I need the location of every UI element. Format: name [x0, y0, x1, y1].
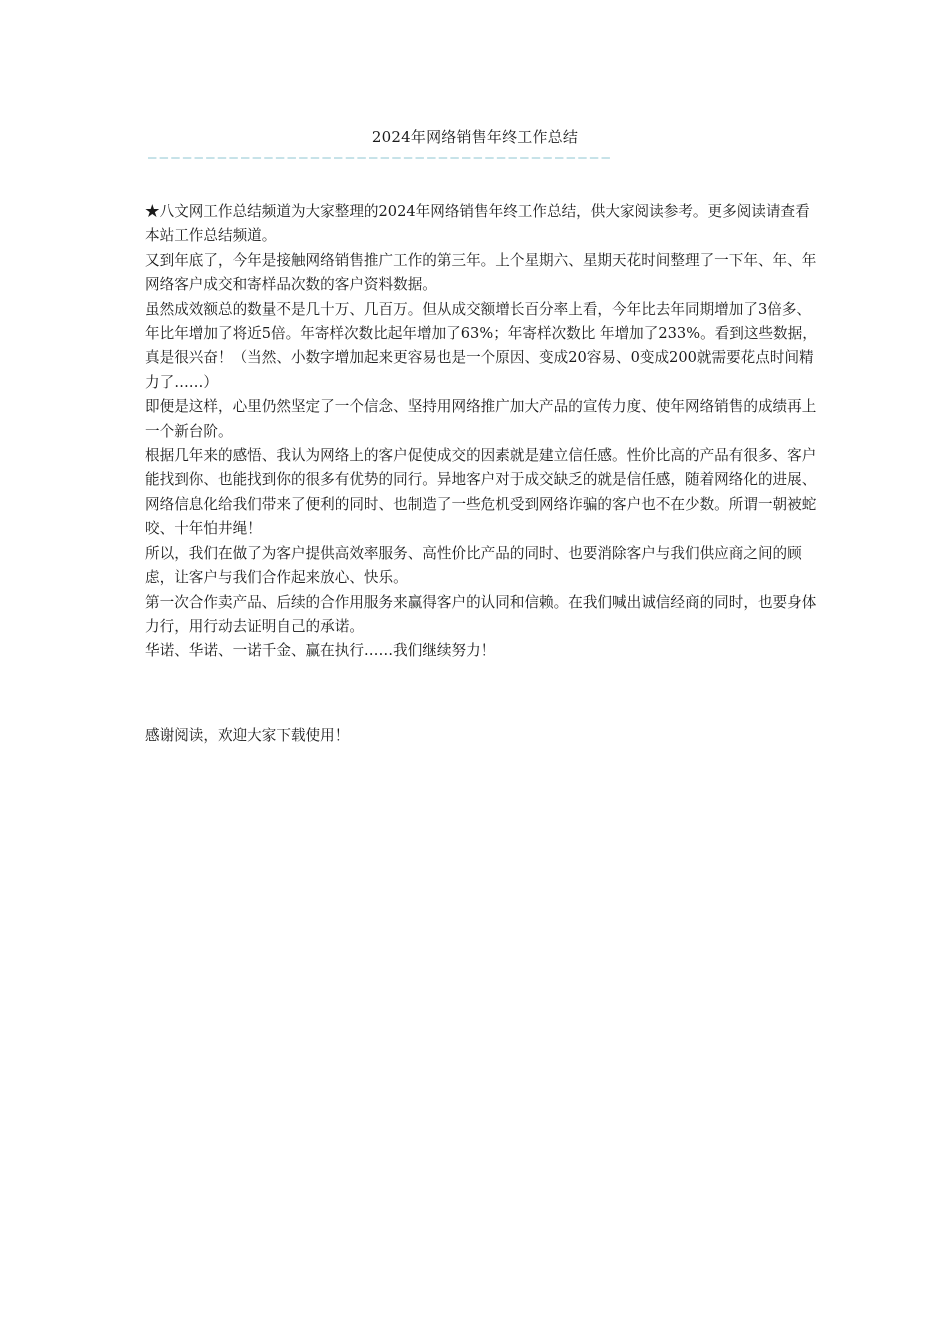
body-paragraph: 虽然成效额总的数量不是几十万、几百万。但从成交额增长百分率上看，今年比去年同期增加了3倍多、年比年增加了将近5倍。年寄样次数比起年增加了63%；年寄样次数比 年增加了233%。看到这些数据，真是很兴奋！（当然、小数字增加起来更容易也是一个原因、变成20容易、0变成200就需要花点时间精力了……）: [145, 300, 817, 391]
body-paragraph: 又到年底了，今年是接触网络销售推广工作的第三年。上个星期六、星期天花时间整理了一下年、年、年网络客户成交和寄样品次数的客户资料数据。: [145, 251, 817, 294]
body-paragraph: 根据几年来的感悟、我认为网络上的客户促使成交的因素就是建立信任感。性价比高的产品有很多、客户能找到你、也能找到你的很多有优势的同行。异地客户对于成交缺乏的就是信任感，随着网络化的进展、网络信息化给我们带来了便利的同时、也制造了一些危机受到网络诈骗的客户也不在少数。所谓一朝被蛇咬、十年怕井绳！: [145, 447, 817, 538]
document-title: 2024年网络销售年终工作总结: [371, 128, 579, 146]
document-body: [145, 200, 817, 664]
closing-note: 感谢阅读，欢迎大家下载使用！: [145, 727, 350, 744]
intro-paragraph: ★八文网工作总结频道为大家整理的2024年网络销售年终工作总结，供大家阅读参考。更多阅读请查看本站工作总结频道。: [145, 203, 810, 245]
body-paragraph: 第一次合作卖产品、后续的合作用服务来赢得客户的认同和信赖。在我们喊出诚信经商的同时，也要身体力行，用行动去证明自己的承诺。: [145, 593, 817, 635]
body-paragraph: 即便是这样，心里仍然坚定了一个信念、坚持用网络推广加大产品的宣传力度、使年网络销售的成绩再上一个新台阶。: [145, 398, 817, 440]
body-paragraph: 华诺、华诺、一诺千金、赢在执行……我们继续努力！: [145, 642, 496, 660]
body-paragraph: 所以，我们在做了为客户提供高效率服务、高性价比产品的同时、也要消除客户与我们供应商之间的顾虑，让客户与我们合作起来放心、快乐。: [145, 544, 802, 587]
title-divider: ————————————————————————————————————————: [148, 150, 614, 166]
